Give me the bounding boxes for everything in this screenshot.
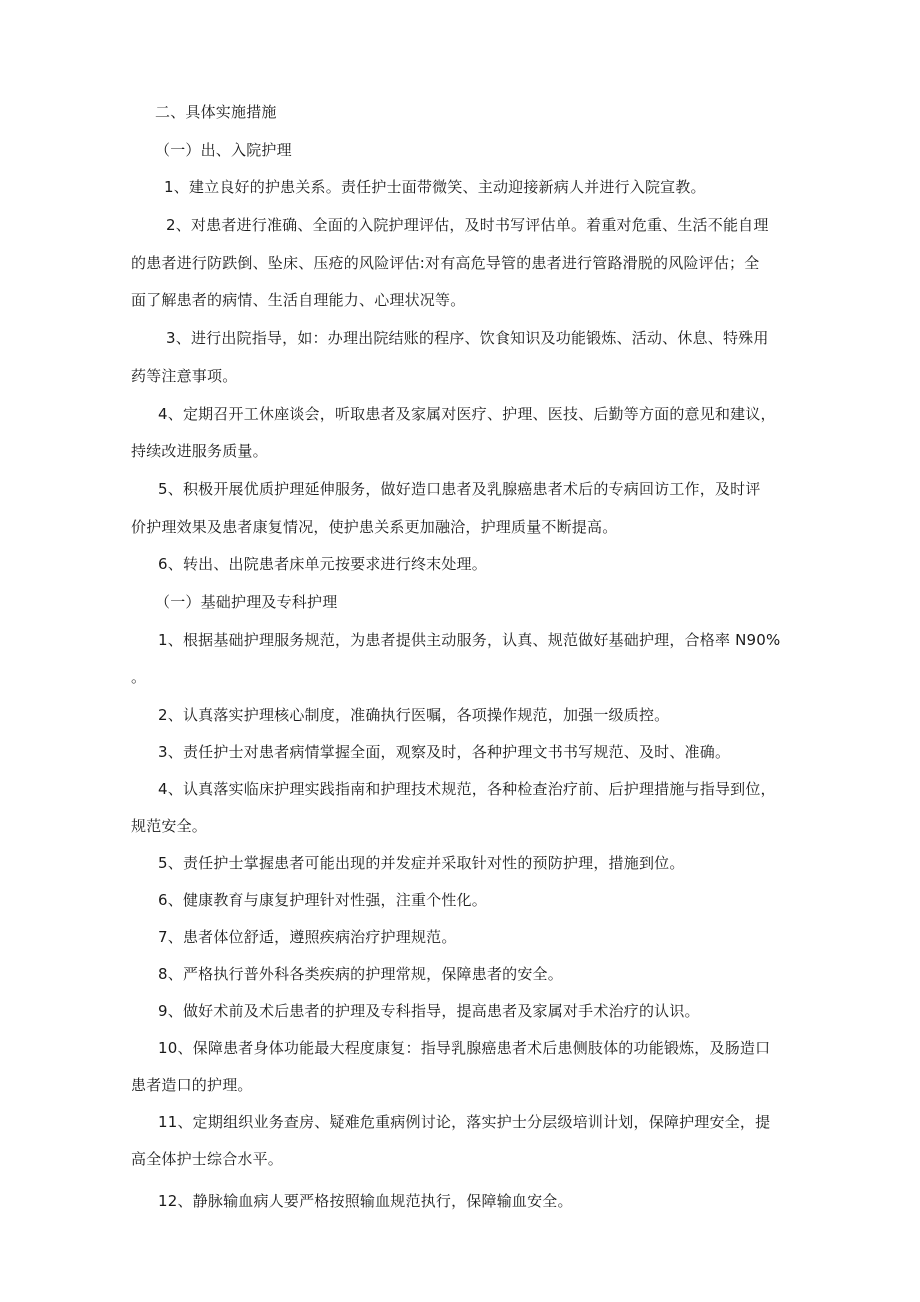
- basic-item-8: 8、严格执行普外科各类疾病的护理常规，保障患者的安全。: [158, 965, 563, 983]
- basic-item-4-line-1: 4、认真落实临床护理实践指南和护理技术规范，各种检查治疗前、后护理措施与指导到位，: [158, 780, 776, 798]
- basic-item-11-line-1: 11、定期组织业务查房、疑难危重病例讨论，落实护士分层级培训计划，保障护理安全，提: [158, 1113, 771, 1131]
- basic-item-10-line-1: 10、保障患者身体功能最大程度康复：指导乳腺癌患者术后患侧肢体的功能锻炼，及肠造口: [158, 1039, 771, 1057]
- basic-item-1-line-1: 1、根据基础护理服务规范，为患者提供主动服务，认真、规范做好基础护理，合格率 N90%: [158, 631, 781, 649]
- basic-item-12: 12、静脉输血病人要严格按照输血规范执行，保障输血安全。: [158, 1192, 573, 1210]
- subsection-heading-basic: （一）基础护理及专科护理: [155, 593, 338, 611]
- basic-item-4-line-2: 规范安全。: [131, 817, 208, 835]
- basic-item-10-line-2: 患者造口的护理。: [131, 1076, 253, 1094]
- admission-item-3-line-2: 药等注意事项。: [131, 367, 238, 385]
- admission-item-5-line-1: 5、积极开展优质护理延伸服务，做好造口患者及乳腺癌患者术后的专病回访工作，及时评: [158, 480, 761, 498]
- admission-item-2-line-3: 面了解患者的病情、生活自理能力、心理状况等。: [131, 291, 466, 309]
- admission-item-3-line-1: 3、进行出院指导，如：办理出院结账的程序、饮食知识及功能锻炼、活动、休息、特殊用: [166, 329, 769, 347]
- admission-item-4-line-1: 4、定期召开工休座谈会，听取患者及家属对医疗、护理、医技、后勤等方面的意见和建议，: [158, 405, 776, 423]
- admission-item-4-line-2: 持续改进服务质量。: [131, 442, 268, 460]
- section-heading: 二、具体实施措施: [155, 103, 277, 121]
- basic-item-3: 3、责任护士对患者病情掌握全面，观察及时，各种护理文书书写规范、及时、准确。: [158, 743, 731, 761]
- basic-item-1-line-2: 。: [131, 668, 147, 686]
- admission-item-2-line-2: 的患者进行防跌倒、坠床、压疮的风险评估:对有高危导管的患者进行管路滑脱的风险评估；全: [131, 254, 760, 272]
- basic-item-2: 2、认真落实护理核心制度，准确执行医嘱，各项操作规范，加强一级质控。: [158, 706, 670, 724]
- basic-item-6: 6、健康教育与康复护理针对性强，注重个性化。: [158, 891, 487, 909]
- admission-item-2-line-1: 2、对患者进行准确、全面的入院护理评估，及时书写评估单。着重对危重、生活不能自理: [166, 216, 769, 234]
- admission-item-1: 1、建立良好的护患关系。责任护士面带微笑、主动迎接新病人并进行入院宣教。: [164, 178, 706, 196]
- basic-item-9: 9、做好术前及术后患者的护理及专科指导，提高患者及家属对手术治疗的认识。: [158, 1002, 700, 1020]
- basic-item-7: 7、患者体位舒适，遵照疾病治疗护理规范。: [158, 928, 457, 946]
- basic-item-5: 5、责任护士掌握患者可能出现的并发症并采取针对性的预防护理，措施到位。: [158, 854, 685, 872]
- admission-item-6: 6、转出、出院患者床单元按要求进行终末处理。: [158, 555, 487, 573]
- subsection-heading-admission: （一）出、入院护理: [155, 141, 292, 159]
- basic-item-11-line-2: 高全体护士综合水平。: [131, 1150, 284, 1168]
- admission-item-5-line-2: 价护理效果及患者康复情况，使护患关系更加融洽，护理质量不断提高。: [131, 518, 618, 536]
